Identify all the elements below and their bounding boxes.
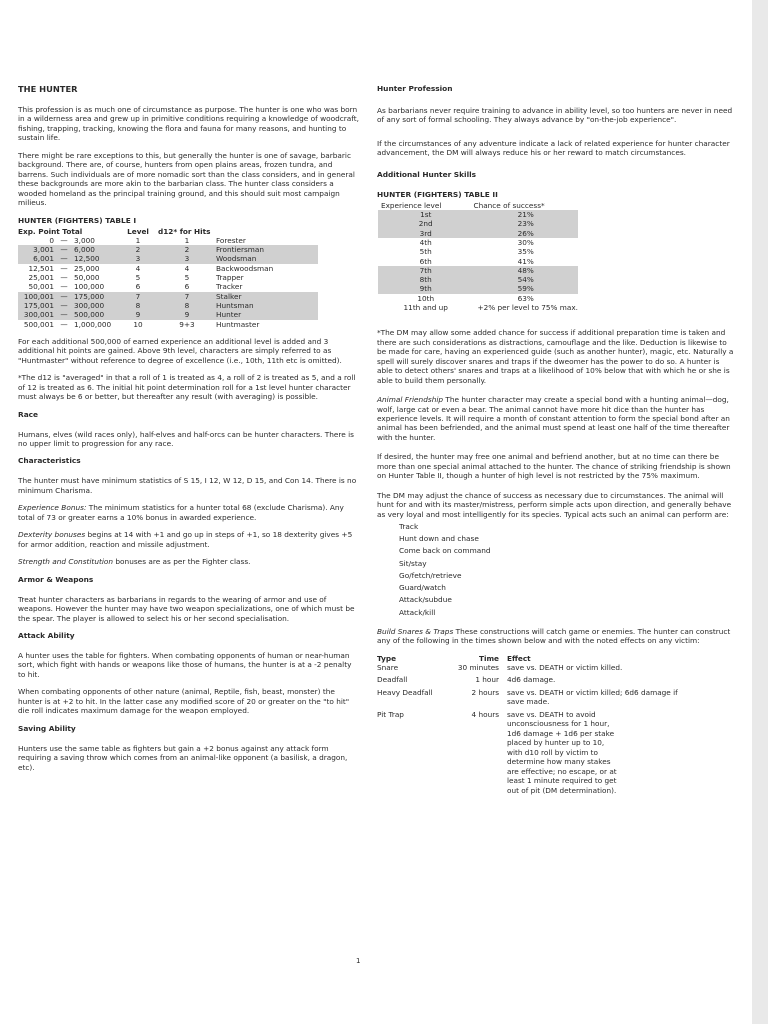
animal-acts-list (399, 521, 735, 619)
intro-paragraph-1: This profession is as much one of circumstance as purpose. The hunter is one who was born in a wilderness area and grew up in primitive conditions requiring a knowledge of woodcraft, fishing, trapping, tracking, knowing the flora and fauna for many reasons, and hunting to sustain life. (18, 105, 359, 143)
table3-row (377, 707, 732, 796)
table1-cell-dice: 1 (184, 235, 190, 245)
table1-cell-dice: 3 (158, 254, 216, 263)
animal-act-item: Come back on command (399, 546, 491, 556)
table3-cell-time: 1 hour (475, 675, 499, 685)
table1-title: HUNTER (FIGHTERS) TABLE I (18, 215, 137, 225)
table1-cell-to: 175,000 (74, 292, 118, 301)
table1-cell-level: 7 (118, 292, 158, 301)
animal-friendship-paragraph (377, 395, 735, 442)
table2-row (378, 303, 578, 312)
attack-ability-heading: Attack Ability (18, 630, 75, 640)
table2-cell-level: 5th (419, 247, 432, 257)
table1-cell-from: 175,001 (18, 301, 54, 310)
table1-cell-from: 25,001 (28, 273, 54, 283)
table1-cell-to: 500,000 (74, 310, 118, 319)
table3-cell-effect: save vs. DEATH or victim killed. (507, 662, 623, 672)
table1-cell-dash: — (54, 301, 74, 310)
table1-row (18, 254, 318, 263)
table1-cell-title: Woodsman (216, 254, 318, 263)
table2-cell-chance: 63% (517, 293, 534, 303)
table2-header-level: Experience level (381, 200, 442, 210)
profession-paragraph-1: As barbarians never require training to advance in ability level, so too hunters are never in need of any sort of formal schooling. They always advance by "on-the-job experience". (377, 106, 733, 125)
table1-body (18, 236, 318, 329)
table1-cell-dash: — (54, 310, 74, 319)
table2-cell-level: 2nd (378, 219, 473, 228)
table1-cell-level: 9 (118, 310, 158, 319)
table1-row (18, 264, 318, 273)
table1-cell-title: Huntsman (216, 301, 318, 310)
table2-cell-level: 7th (378, 266, 473, 275)
page-title: THE HUNTER (18, 84, 78, 94)
table2-row (378, 275, 578, 284)
table2-row (378, 257, 578, 266)
hunter-profession-heading: Hunter Profession (377, 84, 453, 93)
animal-paragraph-2: If desired, the hunter may free one animal and befriend another, but at no time can there be more than one special animal attached to the hunter. The chance of striking friendship is shown on Hunter Table II, though a hunter of high level is not restricted by the 75% maximum. (377, 452, 731, 481)
table3-header-row (377, 654, 732, 663)
table1-cell-to: 1,000,000 (74, 319, 112, 329)
table1-cell-to: 3,000 (74, 235, 95, 245)
table1-cell-dash: — (54, 292, 74, 301)
table1-cell-from: 3,001 (18, 245, 54, 254)
profession-paragraph-2: If the circumstances of any adventure indicate a lack of related experience for hunter character advancement, the DM will always reduce his or her reward to match circumstances. (377, 138, 730, 158)
table1-row (18, 282, 318, 291)
table1-cell-dice: 7 (158, 292, 216, 301)
table1-cell-from: 0 (49, 235, 54, 245)
table2-title: HUNTER (FIGHTERS) TABLE II (377, 189, 498, 199)
attack-ability-paragraph-2: When combating opponents of other nature (animal, Reptile, fish, beast, monster) the hunter is at +2 to hit. In the latter case any modified score of 20 or greater on the "to hit" die roll indicates maximum damage for the weapon employed. (18, 687, 350, 716)
table1-cell-dice: 2 (158, 245, 216, 254)
race-paragraph: Humans, elves (wild races only), half-elves and half-orcs can be hunter characters. There is no upper limit to progression for any race. (18, 429, 354, 448)
strength-constitution-paragraph (18, 557, 361, 566)
table1-row (18, 245, 318, 254)
table2-cell-level: 11th and up (403, 303, 448, 313)
table2-cell-chance: 48% (473, 266, 578, 275)
table3-cell-time: 2 hours (471, 687, 499, 697)
table2-cell-chance: 54% (473, 275, 578, 284)
table1-header-level: Level (127, 226, 149, 236)
table1-row (18, 320, 318, 329)
after-table-paragraph-2: *The d12 is "averaged" in that a roll of 1 is treated as 4, a roll of 2 is treated as 5, and a roll of 12 is treated as 6. The initial hit point determination roll for a 1st level hunter character must always be 6 or better, but thereafter any result (with averaging) is possible. (18, 373, 356, 402)
table1-cell-dash: — (60, 282, 68, 292)
experience-bonus-text: The minimum statistics for a hunter total 68 (exclude Charisma). Any total of 73 or greater earns a 10% bonus in awarded experience. (18, 503, 344, 522)
table3-cell-effect: 4d6 damage. (507, 675, 556, 685)
table1-cell-to: 100,000 (74, 282, 105, 292)
table2-row (378, 266, 578, 275)
saving-ability-paragraph: Hunters use the same table as fighters but gain a +2 bonus against any attack form requiring a saving throw which comes from an animal-like opponent (a basilisk, a dragon, etc). (18, 743, 348, 772)
table3-header-time: Time (478, 653, 499, 663)
table1-cell-from: 500,001 (23, 319, 54, 329)
table2-cell-level: 1st (378, 210, 473, 219)
animal-friendship-label: Animal Friendship (377, 395, 444, 405)
animal-act-item: Sit/stay (399, 558, 427, 568)
table2-cell-chance: +2% per level to 75% max. (477, 303, 578, 313)
table2-cell-level: 4th (419, 238, 432, 247)
race-heading: Race (18, 409, 39, 419)
table1-cell-to: 6,000 (74, 245, 118, 254)
strength-constitution-label: Strength and Constitution (18, 557, 114, 567)
table1-cell-dice: 6 (184, 282, 190, 292)
dexterity-bonus-label: Dexterity bonuses (18, 530, 86, 540)
table1-row (18, 310, 318, 319)
intro-paragraph-2: There might be rare exceptions to this, but generally the hunter is one of savage, barbaric background. There are, of course, hunters from open plains areas, frozen tundra, and barrens. Such individuals are of more nomadic sort than the class considers, and in general these backgrounds are more akin to the barbarian class. The hunter class considers a wooded homeland as the principal training ground, and this should suit most campaign milieus. (18, 150, 355, 208)
table1-cell-to: 25,000 (74, 263, 100, 273)
table1-row (18, 292, 318, 301)
hunter-table-2 (378, 201, 578, 313)
table2-row (378, 219, 578, 228)
saving-ability-heading: Saving Ability (18, 723, 76, 733)
table1-cell-level: 2 (118, 245, 158, 254)
table1-cell-from: 12,501 (28, 263, 54, 273)
animal-act-item: Track (399, 522, 419, 532)
table2-header-chance: Chance of success* (473, 200, 545, 210)
strength-constitution-text: bonuses are as per the Fighter class. (113, 557, 251, 567)
table3-cell-effect: save vs. DEATH or victim killed; 6d6 damage if save made. (507, 687, 678, 707)
page-number: 1 (356, 957, 361, 965)
table1-cell-dice: 9+3 (179, 319, 195, 329)
animal-act-item: Guard/watch (399, 583, 446, 593)
table1-header-row (18, 227, 318, 236)
table2-cell-chance: 59% (473, 284, 578, 293)
table1-row (18, 236, 318, 245)
table1-cell-dice: 5 (184, 273, 190, 283)
snares-traps-table (377, 654, 732, 796)
table2-cell-chance: 21% (473, 210, 578, 219)
after-table-paragraph-1: For each additional 500,000 of earned experience an additional level is added and 3 additional hit points are gained. Above 9th level, characters are simply referred to as "Huntmaster" without reference to degree of excellence (i.e., 10th, 11th etc is omitted). (18, 336, 342, 365)
table3-row (377, 663, 732, 673)
table2-header-row (378, 201, 578, 210)
experience-bonus-paragraph (18, 503, 361, 522)
attack-ability-paragraph-1: A hunter uses the table for fighters. When combating opponents of human or near-human sort, which fight with hands or weapons like those of humans, the hunter is at a -2 penalty to hit. (18, 650, 352, 679)
table2-cell-level: 8th (378, 275, 473, 284)
experience-bonus-label: Experience Bonus: (18, 503, 87, 513)
table2-cell-chance: 30% (517, 238, 534, 247)
viewer-margin (752, 0, 768, 1024)
table1-cell-dice: 4 (184, 263, 190, 273)
table3-header-effect: Effect (507, 653, 531, 663)
table1-row (18, 301, 318, 310)
table2-cell-chance: 35% (517, 247, 534, 257)
table1-cell-level: 8 (118, 301, 158, 310)
table3-body (377, 663, 732, 796)
table1-cell-title: Hunter (216, 310, 318, 319)
table1-cell-to: 12,500 (74, 254, 118, 263)
table1-row (18, 273, 318, 282)
table1-cell-title: Forester (216, 235, 246, 245)
table2-cell-chance: 26% (473, 229, 578, 238)
table1-cell-level: 10 (133, 319, 143, 329)
snares-traps-label: Build Snares & Traps (377, 626, 454, 636)
table1-cell-title: Frontiersman (216, 245, 318, 254)
armor-weapons-heading: Armor & Weapons (18, 574, 94, 584)
armor-weapons-paragraph: Treat hunter characters as barbarians in regards to the wearing of armor and use of weapons. However the hunter may have two weapon specializations, one of which must be the spear. The player is allowed to select his or her second specialisation. (18, 594, 355, 623)
table2-cell-level: 6th (419, 256, 432, 266)
table3-cell-type: Deadfall (377, 675, 408, 685)
table3-cell-type: Heavy Deadfall (377, 687, 433, 697)
table3-cell-effect: save vs. DEATH to avoid unconsciousness for 1 hour, 1d6 damage + 1d6 per stake placed by hunter up to 10, with d10 roll by victim to determine how many stakes are effective; no escape, or at least 1 minute required to get out of pit (DM determination). (507, 709, 617, 795)
table1-cell-from: 100,001 (18, 292, 54, 301)
table2-note-paragraph: *The DM may allow some added chance for success if additional preparation time is taken and there are such considerations as distractions, camouflage and the like. Deduction is likewise to be made for care, having an experienced guide (such as another hunter), magic, etc. Naturally a spell will surely discover snares and traps if the dweomer has the power to do so. A hunter is able to detect others' snares and traps at a likelihood of 10% below that with which he or she is able to build them personally. (377, 328, 734, 385)
table3-cell-type: Pit Trap (377, 709, 404, 719)
table3-row (377, 685, 732, 707)
snares-traps-paragraph (377, 627, 735, 646)
left-column (18, 84, 361, 780)
animal-paragraph-3: The DM may adjust the chance of success as necessary due to circumstances. The animal will hunt for and with its master/mistress, perform simple acts upon direction, and generally behave as very loyal and most intelligently for its species. Typical acts such an animal can perform are: (377, 490, 732, 519)
table1-cell-title: Stalker (216, 292, 318, 301)
table1-cell-to: 50,000 (74, 273, 100, 283)
table1-cell-title: Backwoodsman (216, 263, 274, 273)
table3-header-type: Type (377, 653, 397, 663)
table1-cell-dice: 8 (158, 301, 216, 310)
table2-row (378, 294, 578, 303)
table1-header-dice: d12* for Hits (158, 226, 211, 236)
table1-cell-level: 6 (135, 282, 141, 292)
dexterity-bonus-paragraph (18, 530, 361, 549)
animal-act-item: Attack/subdue (399, 595, 452, 605)
table3-cell-time: 4 hours (471, 709, 499, 719)
table2-cell-chance: 23% (473, 219, 578, 228)
table1-cell-title: Trapper (216, 273, 244, 283)
characteristics-heading: Characteristics (18, 456, 81, 466)
table3-cell-type: Snare (377, 662, 399, 672)
table1-cell-level: 3 (118, 254, 158, 263)
table1-cell-from: 300,001 (18, 310, 54, 319)
table1-cell-dash: — (60, 263, 68, 273)
animal-act-item: Hunt down and chase (399, 534, 479, 544)
table1-cell-dice: 9 (158, 310, 216, 319)
animal-act-item: Attack/kill (399, 607, 436, 617)
table2-row (378, 247, 578, 256)
hunter-table-1 (18, 227, 318, 329)
table2-cell-chance: 41% (517, 256, 534, 266)
table1-cell-dash: — (60, 319, 68, 329)
table1-header-exp: Exp. Point Total (18, 226, 83, 236)
table1-cell-dash: — (60, 235, 68, 245)
table1-cell-dash: — (60, 273, 68, 283)
table3-row (377, 672, 732, 685)
table1-cell-to: 300,000 (74, 301, 118, 310)
table2-row (378, 210, 578, 219)
animal-friendship-text: The hunter character may create a special bond with a hunting animal—dog, wolf, large cat or even a bear. The animal cannot have more hit dice than the hunter has experience levels. It will require a month of constant attention to form the special bond after an animal has been befriended, and the animal must spend at least one half of the time thereafter with the hunter. (377, 395, 730, 442)
right-column (377, 84, 735, 801)
table1-cell-dash: — (54, 245, 74, 254)
table1-cell-title: Tracker (216, 282, 243, 292)
table1-cell-dash: — (54, 254, 74, 263)
table2-row (378, 284, 578, 293)
table2-cell-level: 10th (417, 293, 435, 303)
table3-cell-time: 30 minutes (457, 662, 499, 672)
characteristics-paragraph-1: The hunter must have minimum statistics of S 15, I 12, W 12, D 15, and Con 14. There is no minimum Charisma. (18, 476, 357, 495)
table1-cell-level: 5 (135, 273, 141, 283)
table1-cell-from: 6,001 (18, 254, 54, 263)
table1-cell-title: Huntmaster (216, 319, 260, 329)
dexterity-bonus-text: begins at 14 with +1 and go up in steps of +1, so 18 dexterity gives +5 for armor addition, reaction and missile adjustment. (18, 530, 353, 549)
table1-cell-from: 50,001 (28, 282, 54, 292)
table2-cell-level: 9th (378, 284, 473, 293)
table1-cell-level: 4 (135, 263, 141, 273)
animal-act-item: Go/fetch/retrieve (399, 570, 462, 580)
snares-traps-text: These constructions will catch game or enemies. The hunter can construct any of the following in the times shown below and with the noted effects on any victim: (377, 626, 731, 646)
additional-skills-heading: Additional Hunter Skills (377, 169, 477, 179)
table2-row (378, 238, 578, 247)
table2-row (378, 229, 578, 238)
table2-cell-level: 3rd (378, 229, 473, 238)
table2-body (378, 210, 578, 312)
table1-cell-level: 1 (135, 235, 141, 245)
